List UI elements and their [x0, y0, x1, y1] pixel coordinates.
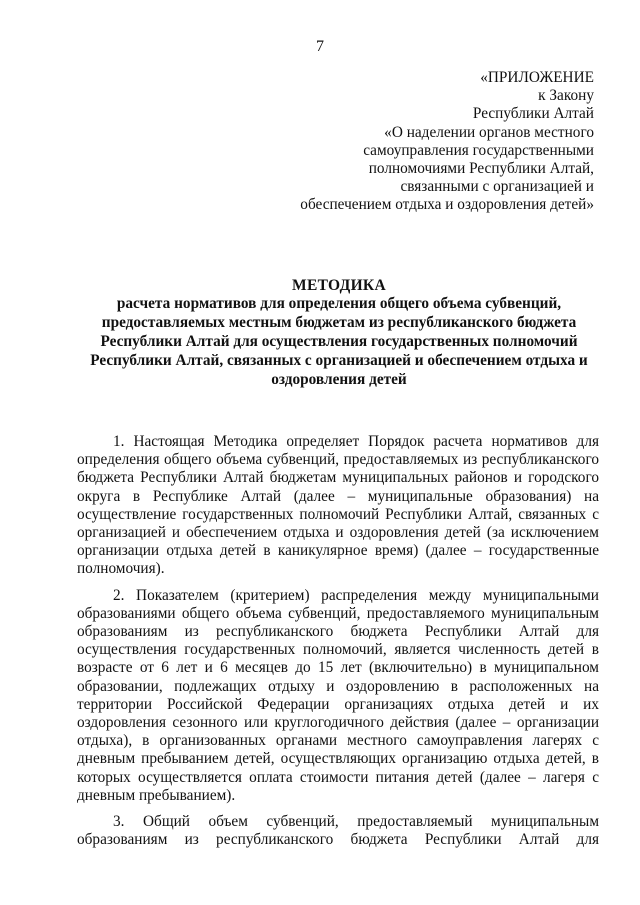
- appendix-header: [264, 69, 594, 215]
- text-line: образованиям из республиканского бюджета Республики Алтай для: [77, 831, 599, 849]
- text-line: осуществление государственных полномочий Республики Алтай, связанных с: [77, 505, 599, 523]
- appendix-line: связанными с организацией и: [400, 178, 594, 196]
- text-line: оздоровления сезонного или круглогодичного действия (далее – организации: [77, 714, 599, 732]
- text-line: 2. Показателем (критерием) распределения между муниципальными: [113, 586, 599, 604]
- text-line: отдыха), в организованных органами местного самоуправления лагерях с: [77, 732, 599, 750]
- appendix-line: полномочиями Республики Алтай,: [368, 160, 594, 178]
- paragraph-2: [77, 587, 599, 805]
- paragraph-3: [77, 813, 599, 849]
- text-line: которых осуществляется оплата стоимости питания детей (далее – лагеря с: [77, 768, 599, 786]
- text-line: 3. Общий объем субвенций, предоставляемый муниципальным: [113, 813, 599, 831]
- document-title-block: [60, 276, 618, 390]
- page-number: 7: [316, 38, 324, 55]
- text-line: организации отдыха детей в каникулярное время) (далее – государственные: [77, 542, 599, 560]
- text-line: возрасте от 6 лет и 6 месяцев до 15 лет (включительно) в муниципальном: [77, 659, 599, 677]
- text-line: полномочия).: [77, 560, 165, 578]
- appendix-line: Республики Алтай: [472, 105, 594, 123]
- appendix-line: обеспечением отдыха и оздоровления детей»: [300, 196, 594, 214]
- subtitle-line: оздоровления детей: [271, 370, 407, 388]
- text-line: 1. Настоящая Методика определяет Порядок расчета нормативов для: [113, 433, 599, 450]
- appendix-line: самоуправления государственными: [363, 141, 594, 159]
- text-line: образовании, подлежащих отдыху и оздоровлению в расположенных на: [77, 677, 599, 695]
- subtitle-line: предоставляемых местным бюджетам из республиканского бюджета: [101, 313, 577, 331]
- text-line: территории Российской Федерации организациях отдыха детей и их: [77, 695, 599, 713]
- appendix-line: к Закону: [538, 87, 594, 105]
- document-title: МЕТОДИКА: [292, 277, 386, 294]
- text-line: образованиям из республиканского бюджета Республики Алтай для: [77, 623, 599, 641]
- text-line: организацией и обеспечением отдыха и оздоровления детей (за исключением: [77, 524, 599, 542]
- text-line: дневным пребыванием детей, осуществляющих организацию отдыха детей, в: [77, 750, 599, 768]
- text-line: бюджета Республики Алтай бюджетам муниципальных районов и городского: [77, 469, 599, 487]
- text-line: округа в Республике Алтай (далее – муниципальные образования) на: [77, 487, 599, 505]
- appendix-line: «ПРИЛОЖЕНИЕ: [480, 69, 594, 86]
- document-subtitle: [60, 295, 618, 390]
- text-line: образованиями общего объема субвенций, предоставляемого муниципальным: [77, 604, 599, 622]
- subtitle-line: Республики Алтай для осуществления государственных полномочий: [100, 332, 578, 350]
- appendix-line: «О наделении органов местного: [384, 123, 594, 141]
- text-line: осуществления государственных полномочий, является численность детей в: [77, 641, 599, 659]
- text-line: определения общего объема субвенций, предоставляемых из республиканского: [77, 451, 599, 469]
- subtitle-line: расчета нормативов для определения общего объема субвенций,: [116, 295, 562, 312]
- text-line: дневным пребыванием).: [77, 786, 236, 804]
- subtitle-line: Республики Алтай, связанных с организацией и обеспечением отдыха и: [90, 351, 588, 369]
- document-body: [77, 433, 599, 857]
- paragraph-1: [77, 433, 599, 579]
